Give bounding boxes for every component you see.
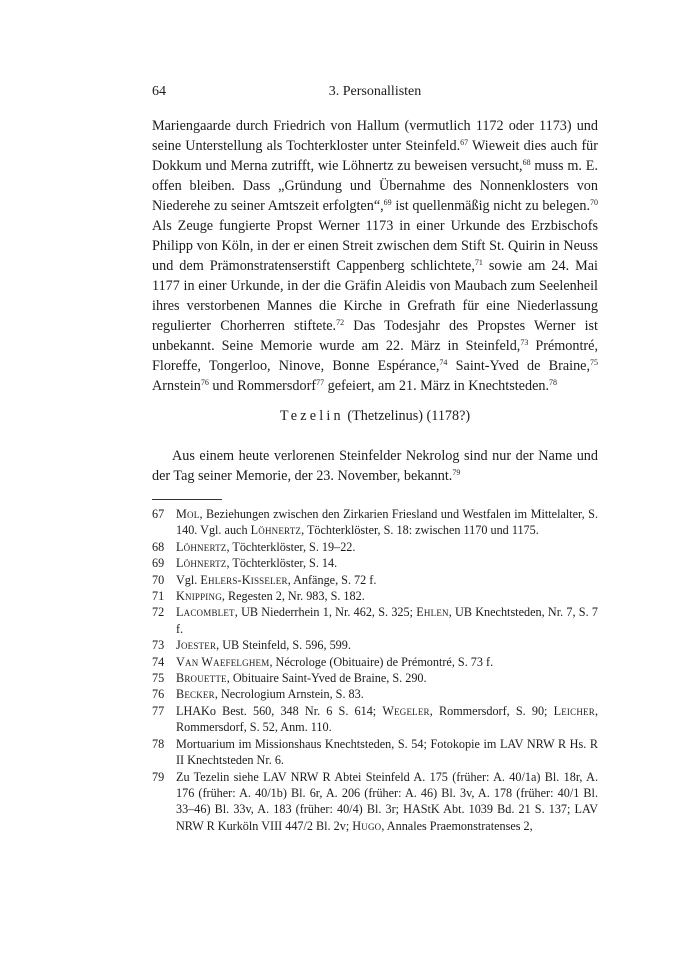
footnote-number: 75: [152, 671, 165, 686]
footnote-ref: 67: [460, 138, 469, 147]
footnote-73: [152, 637, 598, 653]
footnote-text: , Töchterklöster, S. 14.: [226, 556, 338, 571]
footnote-ref: 68: [522, 158, 531, 167]
footnote-text: Zu Tezelin siehe LAV NRW R Abtei Steinfeld A. 175 (früher: A. 40/1a) Bl. 18r, A. 176 (früher: A. 40/1b) Bl. 6r, A. 206 (früher: A. 46) Bl. 3v, A. 178 (früher: 40/1 Bl. 33–46) Bl. 33v, A. 183 (früher: 40/4) Bl. 3r; HAStK Abt. 1039 Bd. 21 S. 137; LAV NRW R Kurköln VIII 447/2 Bl. 2v;: [176, 769, 598, 833]
footnote-ref: 70: [590, 198, 598, 207]
footnote-number: 74: [152, 654, 165, 669]
author-name: Wegeler: [382, 703, 430, 718]
text-segment: und Rommersdorf: [208, 378, 317, 394]
footnote-number: 67: [152, 507, 165, 521]
text-segment: Aus einem heute verlorenen Steinfelder Nekrolog sind nur der Name und der Tag seiner Memorie, der 23. November, bekannt.: [152, 448, 598, 484]
footnote-ref: 77: [316, 378, 325, 387]
text-segment: Das Todesjahr des Propstes Werner ist unbekannt. Seine Memorie wurde am 22. März in Steinfeld,: [152, 318, 598, 354]
text-segment: gefeiert, am 21. März in Knechtsteden.: [324, 378, 550, 394]
author-name: Ehlen: [416, 605, 449, 620]
author-name: Hugo: [352, 818, 382, 833]
author-name: Joester: [176, 638, 217, 653]
footnote-71: [152, 588, 598, 604]
author-name: Mol: [176, 507, 200, 521]
footnote-67: [152, 506, 598, 539]
footnote-ref: 76: [200, 378, 209, 387]
footnote-74: [152, 654, 598, 670]
footnote-68: [152, 539, 598, 555]
footnote-ref: 78: [549, 378, 558, 387]
footnote-number: 69: [152, 556, 165, 571]
footnote-text: , Anfänge, S. 72 f.: [287, 572, 377, 587]
section-heading: [152, 406, 598, 426]
paragraph-werner: [152, 116, 598, 396]
footnote-number: 71: [152, 589, 165, 604]
text-segment: Mariengaarde durch Friedrich von Hallum (vermutlich 1172 oder 1173) und seine Unterstellung als Tochterkloster unter Steinfeld.: [152, 118, 598, 154]
footnote-text: LHAKo Best. 560, 348 Nr. 6 S. 614;: [176, 703, 383, 718]
footnote-number: 77: [152, 703, 165, 718]
main-text-2: [152, 446, 598, 486]
footnote-76: [152, 686, 598, 702]
footnote-ref: 75: [590, 358, 599, 367]
footnote-text: , Nécrologe (Obituaire) de Prémontré, S. 73 f.: [269, 654, 494, 669]
footnote-70: [152, 572, 598, 588]
footnote-text: , UB Steinfeld, S. 596, 599.: [216, 638, 351, 653]
text-segment: Wieweit dies auch für Dokkum und Merna zutrifft, wie Löhnertz zu beweisen versucht,: [152, 138, 598, 174]
footnote-number: 70: [152, 572, 165, 587]
footnote-text: , Necrologium Arnstein, S. 83.: [214, 687, 364, 702]
footnote-text: , Annales Praemonstratenses 2,: [381, 818, 533, 833]
text-segment: muss m. E. offen bleiben. Dass „Gründung und Übernahme des Nonnenklosters von Niederehe zu seiner Amtszeit erfolgten“,: [152, 158, 598, 214]
footnote-ref: 72: [336, 318, 345, 327]
footnote-text: , Töchterklöster, S. 18: zwischen 1170 und 1175.: [301, 523, 539, 538]
text-segment: Saint-Yved de Braine,: [447, 358, 591, 374]
text-segment: Arnstein: [152, 378, 201, 394]
footnote-ref: 73: [520, 338, 529, 347]
author-name: Lacomblet: [176, 605, 235, 620]
footnote-number: 68: [152, 539, 165, 554]
text-segment: Als Zeuge fungierte Propst Werner 1173 in einer Urkunde des Erzbischofs Philipp von Köln, in der er einen Streit zwischen dem Stift St. Quirin in Neuss und dem Prämonstratenserstift Cappenberg schlichtete,: [152, 218, 598, 274]
author-name: Löhnertz: [250, 523, 302, 538]
footnote-number: 78: [152, 736, 165, 751]
footnote-text: , Töchterklöster, S. 19–22.: [226, 539, 356, 554]
page-number: 64: [152, 84, 166, 99]
text-segment: sowie am 24. Mai 1177 in einer Urkunde, in der die Gräfin Aleidis von Maubach zum Seelenheil ihres verstorbenen Mannes die Kirche in Grefrath für eine Niederlassung regulierter Chorherren stiftete.: [152, 258, 598, 334]
footnote-text: , Beziehungen zwischen den Zirkarien Friesland und Westfalen im Mittelalter, S. 140. Vgl. auch: [176, 507, 598, 538]
footnote-text: , Rommersdorf, S. 90;: [429, 703, 554, 718]
running-head: 3. Personallisten: [328, 84, 422, 99]
footnote-number: 79: [152, 769, 165, 784]
footnote-number: 72: [152, 605, 165, 620]
footnote-ref: 79: [452, 468, 461, 477]
paragraph-tezelin: [152, 446, 598, 486]
footnote-text: , Regesten 2, Nr. 983, S. 182.: [221, 589, 365, 604]
author-name: Leicher: [553, 703, 595, 718]
author-name: Knipping: [176, 589, 222, 604]
footnote-ref: 69: [383, 198, 392, 207]
heading-name: Tezelin: [279, 408, 344, 424]
author-name: Löhnertz: [176, 539, 227, 554]
heading-rest: (Thetzelinus) (1178?): [343, 408, 471, 424]
author-name: Becker: [176, 687, 215, 702]
footnote-number: 73: [152, 638, 165, 653]
author-name: Van Waefelghem: [176, 654, 270, 669]
main-text: [152, 116, 598, 396]
page-header: [152, 84, 598, 104]
footnote-number: 76: [152, 687, 165, 702]
footnote-text: Vgl.: [176, 572, 201, 587]
footnote-75: [152, 670, 598, 686]
text-segment: Prémontré, Floreffe, Tongerloo, Ninove, Bonne Espérance,: [152, 338, 598, 374]
footnote-text: Mortuarium im Missionshaus Knechtsteden, S. 54; Fotokopie im LAV NRW R Hs. R II Knechtsteden Nr. 6.: [176, 736, 598, 768]
author-name: Ehlers-Kisseler: [200, 572, 288, 587]
footnote-text: , UB Knechtsteden, Nr. 7, S. 7 f.: [176, 605, 598, 636]
author-name: Löhnertz: [176, 556, 227, 571]
footnote-79: [152, 769, 598, 835]
footnote-ref: 74: [439, 358, 448, 367]
author-name: Brouette: [176, 671, 227, 686]
footnote-72: [152, 604, 598, 637]
footnote-text: , UB Niederrhein 1, Nr. 462, S. 325;: [234, 605, 417, 620]
footnote-78: [152, 736, 598, 769]
footnote-77: [152, 703, 598, 736]
footnote-text: , Obituaire Saint-Yved de Braine, S. 290.: [226, 671, 427, 686]
footnote-ref: 71: [474, 258, 483, 267]
footnotes: [152, 506, 598, 834]
footnote-69: [152, 555, 598, 571]
text-segment: ist quellenmäßig nicht zu belegen.: [391, 198, 590, 214]
footnote-rule: [152, 499, 222, 500]
footnote-text: , Rommersdorf, S. 52, Anm. 110.: [176, 703, 598, 735]
